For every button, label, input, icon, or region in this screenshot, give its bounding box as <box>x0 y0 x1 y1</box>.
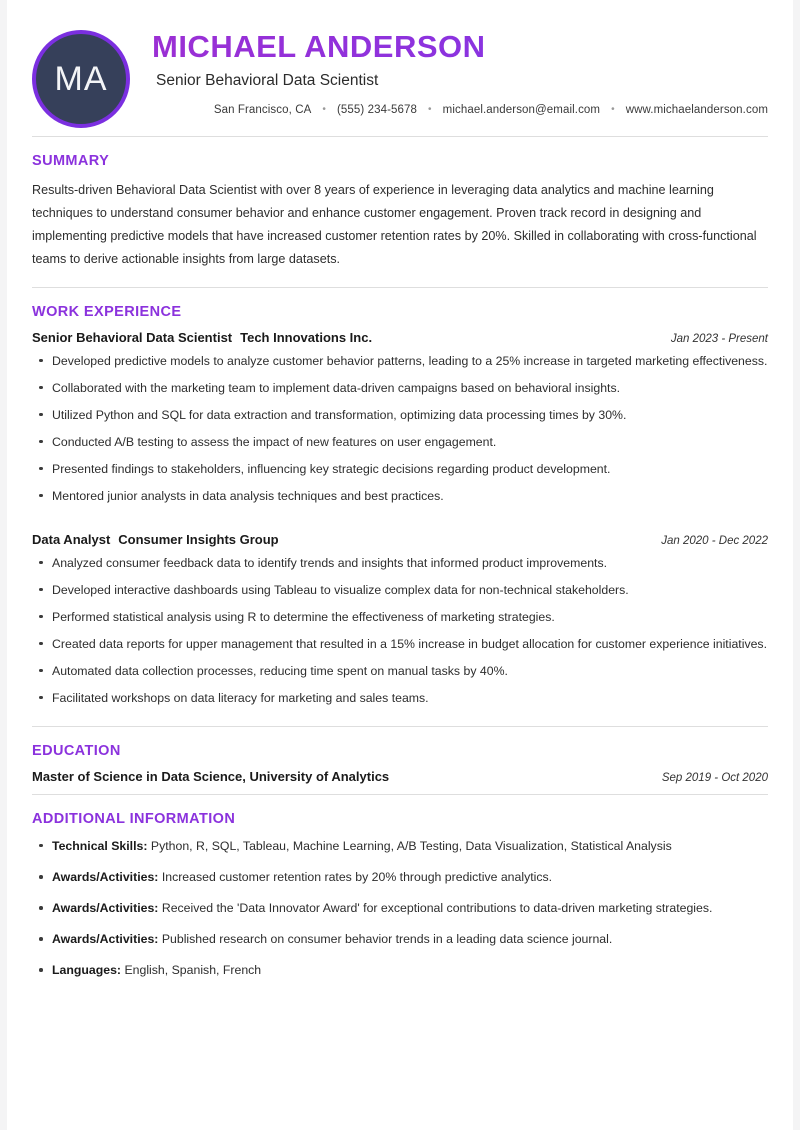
experience-entry-header <box>32 532 768 549</box>
experience-bullet-list <box>32 554 768 708</box>
list-item: Performed statistical analysis using R to determine the effectiveness of marketing strategies. <box>32 608 768 627</box>
list-item: Collaborated with the marketing team to implement data-driven campaigns based on behavioral insights. <box>32 379 768 398</box>
section-title-work-experience: WORK EXPERIENCE <box>32 303 182 320</box>
experience-position: Senior Behavioral Data Scientist <box>32 329 233 345</box>
list-item <box>32 930 768 949</box>
headline: Senior Behavioral Data Scientist <box>156 71 379 89</box>
list-item: Automated data collection processes, reducing time spent on manual tasks by 40%. <box>32 662 768 681</box>
experience-company: Consumer Insights Group <box>118 531 279 547</box>
contact-row <box>152 104 768 116</box>
list-item: Analyzed consumer feedback data to identify trends and insights that informed product improvements. <box>32 554 768 573</box>
list-item: Mentored junior analysts in data analysis techniques and best practices. <box>32 487 768 506</box>
info-label: Awards/Activities: <box>52 901 159 916</box>
info-value: English, Spanish, French <box>124 963 262 978</box>
info-label: Technical Skills: <box>52 838 148 853</box>
education-degree: Master of Science in Data Science, University of Analytics <box>32 768 390 784</box>
info-value: Published research on consumer behavior trends in a leading data science journal. <box>161 932 613 947</box>
contact-location: San Francisco, CA <box>213 104 312 117</box>
summary-text: Results-driven Behavioral Data Scientist with over 8 years of experience in leveraging data analytics and machine learning techniques to understand consumer behavior and enhance customer engagement. Proven track record in designing and implementing predictive models that have increased customer retention rates by 20%. Skilled in collaborating with cross-functional teams to derive actionable insights from large datasets. <box>32 183 757 266</box>
list-item: Conducted A/B testing to assess the impact of new features on user engagement. <box>32 433 768 452</box>
experience-bullet-list <box>32 352 768 506</box>
contact-separator-icon: • <box>322 104 326 116</box>
list-item <box>32 837 768 856</box>
info-label: Languages: <box>52 963 122 978</box>
section-title-summary: SUMMARY <box>32 153 110 169</box>
avatar <box>32 30 130 128</box>
list-item <box>32 961 768 980</box>
info-value: Python, R, SQL, Tableau, Machine Learning, A/B Testing, Data Visualization, Statistical Analysis <box>150 838 672 853</box>
resume-header <box>32 0 768 136</box>
education-entry <box>32 769 768 784</box>
additional-info-list <box>32 837 768 980</box>
experience-entry <box>32 330 768 532</box>
contact-email[interactable]: michael.anderson@email.com <box>442 104 601 117</box>
info-label: Awards/Activities: <box>52 932 159 947</box>
info-label: Awards/Activities: <box>52 870 159 885</box>
list-item: Created data reports for upper management that resulted in a 15% increase in budget allocation for customer experience initiatives. <box>32 635 768 654</box>
list-item: Developed predictive models to analyze customer behavior patterns, leading to a 25% increase in targeted marketing effectiveness. <box>32 352 768 371</box>
info-value: Increased customer retention rates by 20% through predictive analytics. <box>161 870 553 885</box>
list-item: Facilitated workshops on data literacy for marketing and sales teams. <box>32 689 768 708</box>
contact-phone[interactable]: (555) 234-5678 <box>337 104 418 117</box>
list-item <box>32 868 768 887</box>
avatar-initials: MA <box>54 59 108 98</box>
section-summary <box>32 137 768 271</box>
header-text-block <box>130 28 768 116</box>
experience-entry-title-line <box>32 330 372 347</box>
list-item: Presented findings to stakeholders, influencing key strategic decisions regarding product development. <box>32 460 768 479</box>
experience-dates: Jan 2023 - Present <box>670 332 768 345</box>
list-item: Developed interactive dashboards using Tableau to visualize complex data for non-technical stakeholders. <box>32 581 768 600</box>
experience-company: Tech Innovations Inc. <box>240 329 373 345</box>
experience-dates: Jan 2020 - Dec 2022 <box>661 534 768 547</box>
education-dates: Sep 2019 - Oct 2020 <box>661 771 768 784</box>
section-additional-information <box>32 795 768 980</box>
section-education <box>32 727 768 784</box>
section-title-education: EDUCATION <box>32 742 121 759</box>
experience-entry <box>32 532 768 726</box>
list-item <box>32 899 768 918</box>
contact-website[interactable]: www.michaelanderson.com <box>625 104 768 117</box>
contact-separator-icon: • <box>428 104 432 116</box>
list-item: Utilized Python and SQL for data extraction and transformation, optimizing data processing times by 30%. <box>32 406 768 425</box>
experience-entry-title-line <box>32 532 279 549</box>
info-value: Received the 'Data Innovator Award' for exceptional contributions to data-driven marketing strategies. <box>161 901 713 916</box>
page-title: MICHAEL ANDERSON <box>152 30 768 65</box>
experience-entry-header <box>32 330 768 347</box>
section-title-additional-information: ADDITIONAL INFORMATION <box>32 810 236 827</box>
section-work-experience <box>32 288 768 726</box>
contact-separator-icon: • <box>611 104 615 116</box>
experience-position: Data Analyst <box>32 531 111 547</box>
